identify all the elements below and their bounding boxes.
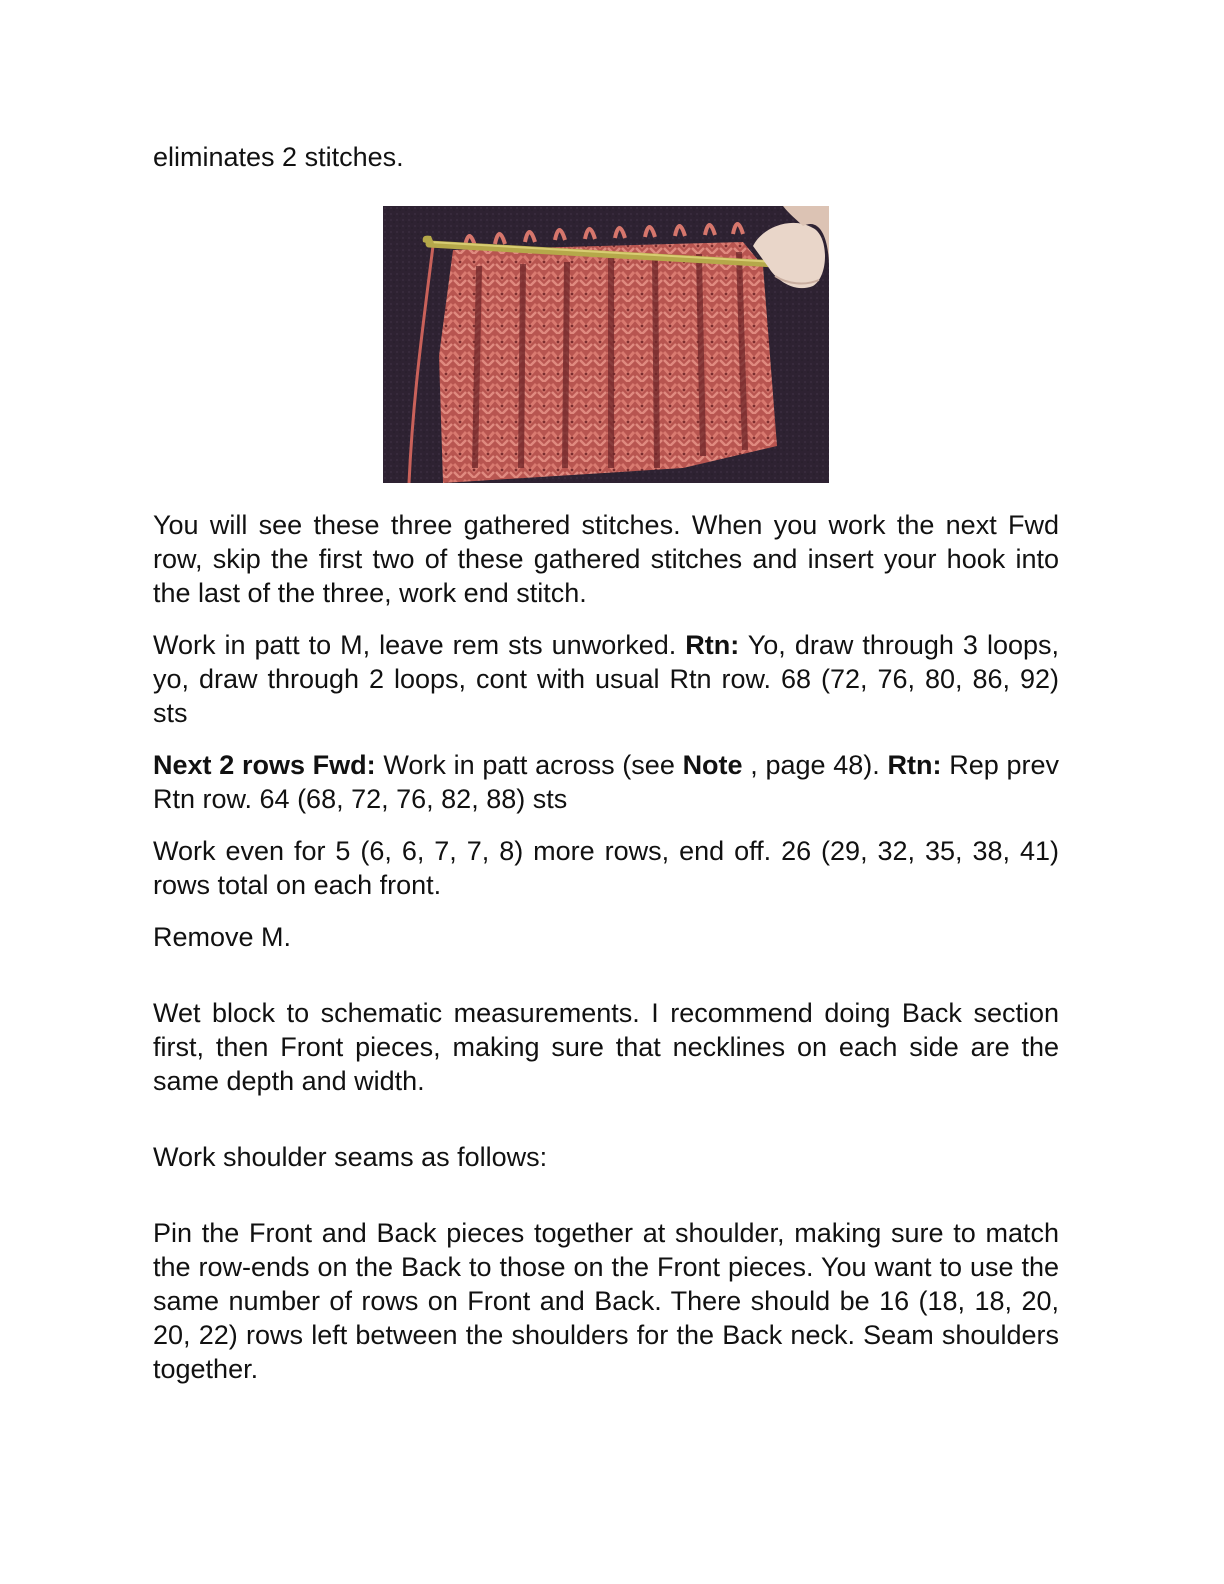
paragraph-work-even: Work even for 5 (6, 6, 7, 7, 8) more rows, end off. 26 (29, 32, 35, 38, 41) rows total on each front. bbox=[153, 836, 1059, 900]
paragraph-shoulder-seams: Work shoulder seams as follows: bbox=[153, 1142, 548, 1172]
paragraph-remove-m: Remove M. bbox=[153, 922, 292, 952]
paragraph-work-patt bbox=[153, 628, 1059, 730]
p3-text-b: Work in patt across (see bbox=[383, 750, 675, 780]
p3-note-label: Note bbox=[682, 750, 743, 780]
p3-next-rows-label: Next 2 rows Fwd: bbox=[153, 750, 376, 780]
paragraph-wet-block: Wet block to schematic measurements. I recommend doing Back section first, then Front pieces, making sure that necklines on each side are the same depth and width. bbox=[153, 998, 1059, 1096]
paragraph-pin-pieces: Pin the Front and Back pieces together at shoulder, making sure to match the row-ends on the Back to those on the Front pieces. You want to use the same number of rows on Front and Back. There should be 16 (18, 18, 20, 20, 22) rows left between the shoulders for the Back neck. Seam shoulders together. bbox=[153, 1218, 1059, 1384]
p3-text-d: , page 48). bbox=[750, 750, 880, 780]
crochet-swatch-photo bbox=[383, 206, 829, 483]
p2-text-c: Yo, draw through 3 loops, yo, draw through 2 loops, cont with usual Rtn row. 68 (72, 76, 80, 86, 92) sts bbox=[153, 630, 1059, 728]
paragraph-next-2-rows bbox=[153, 748, 1059, 816]
intro-text: eliminates 2 stitches. bbox=[153, 142, 404, 172]
p2-text-a: Work in patt to M, leave rem sts unworked. bbox=[153, 630, 677, 660]
p3-rtn-label: Rtn: bbox=[887, 750, 942, 780]
paragraph-gathered-stitches: You will see these three gathered stitches. When you work the next Fwd row, skip the first two of these gathered stitches and insert your hook into the last of the three, work end stitch. bbox=[153, 510, 1059, 608]
p2-rtn-label: Rtn: bbox=[685, 630, 740, 660]
p3-text-f: Rep prev Rtn row. 64 (68, 72, 76, 82, 88) sts bbox=[153, 750, 1059, 814]
crochet-swatch-icon bbox=[383, 206, 829, 483]
